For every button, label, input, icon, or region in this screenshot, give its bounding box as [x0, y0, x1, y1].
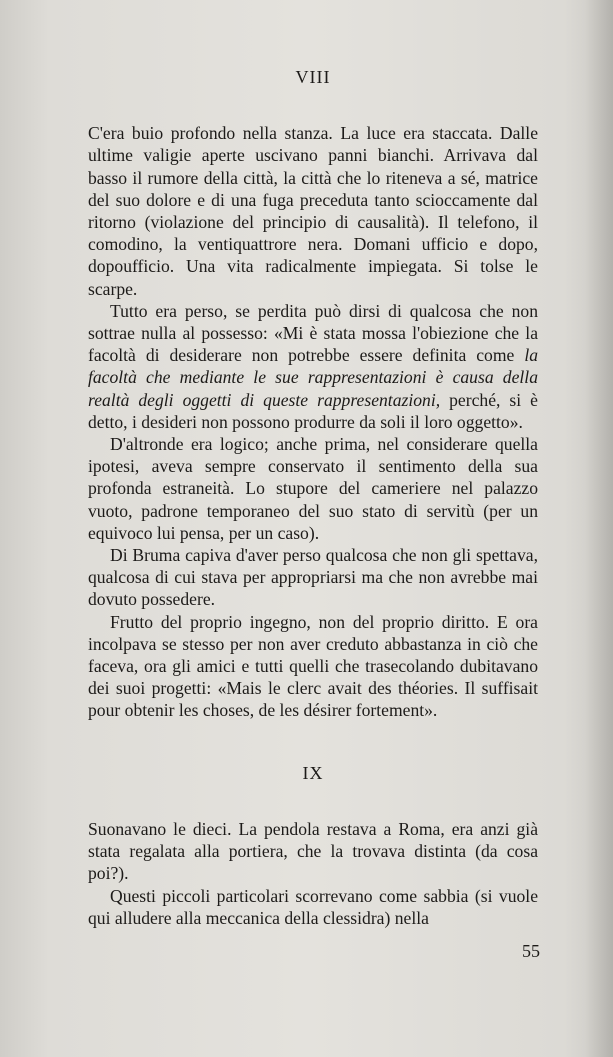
paragraph-quote [88, 300, 538, 433]
paragraph: Questi piccoli particolari scorrevano come sabbia (si vuole qui alludere alla meccanica della clessidra) nella [88, 885, 538, 928]
page-body [88, 66, 538, 929]
page-number: 55 [522, 941, 540, 961]
paragraph: Di Bruma capiva d'aver perso qualcosa che non gli spettava, qualcosa di cui stava per appropriarsi ma che non avrebbe mai dovuto possedere. [88, 545, 538, 610]
paragraph: Suonavano le dieci. La pendola restava a Roma, era anzi già stata regalata alla portiera, che la trovava distinta (da cosa poi?). [88, 818, 538, 884]
paragraph: C'era buio profondo nella stanza. La luce era staccata. Dalle ultime valigie aperte uscivano panni bianchi. Arrivava dal basso il rumore della città, la città che lo riteneva a sé, matrice del suo dolore e di una fuga preceduta tanto scioccamente dal ritorno (violazione del principio di causalità). Il telefono, il comodino, la ventiquattrore nera. Domani ufficio e dopo, dopoufficio. Una vita radicalmente impiegata. Si tolse le scarpe. [88, 123, 538, 299]
paragraph: Frutto del proprio ingegno, non del proprio diritto. E ora incolpava se stesso per non aver creduto abbastanza in ciò che faceva, ora gli amici e tutti quelli che trasecolando dubitavano dei suoi progetti: «Mais le clerc avait des théories. Il suffisait pour obtenir les choses, de les désirer fortement». [88, 611, 538, 721]
paragraph: D'altronde era logico; anche prima, nel considerare quella ipotesi, aveva sempre conservato il sentimento della sua profonda estraneità. Lo stupore del cameriere nel palazzo vuoto, padrone temporaneo del suo stato di servitù (per un equivoco lui pensa, per un caso). [88, 434, 538, 543]
paragraph-text: perché, si è detto, i desideri non possono produrre da soli il loro oggetto». [88, 389, 538, 432]
italic-quote: la facoltà che mediante le sue rappresentazioni è causa della realtà degli oggetti di queste rappresentazioni, [88, 345, 538, 410]
page-edge-shadow [585, 0, 613, 1057]
chapter-heading-ix: IX [302, 762, 324, 783]
paragraph-text: Tutto era perso, se perdita può dirsi di qualcosa che non sottrae nulla al possesso: «Mi è stata mossa l'obiezione che la facoltà di desiderare non potrebbe essere definita come [88, 300, 538, 366]
chapter-heading-viii: VIII [295, 67, 331, 87]
